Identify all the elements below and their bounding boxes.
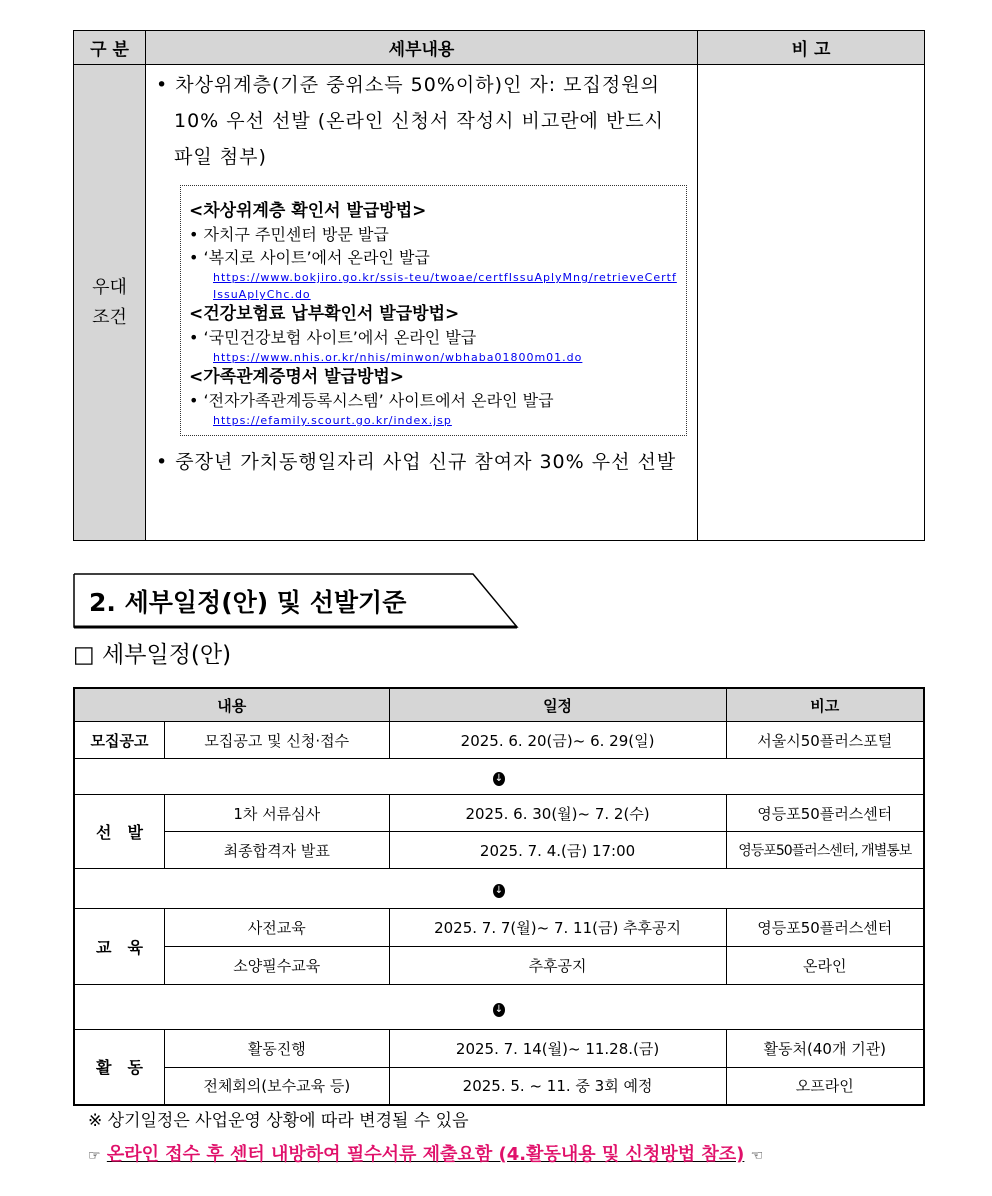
table-row bbox=[74, 722, 924, 759]
eligibility-table bbox=[73, 30, 925, 541]
box-item: ‘복지로 사이트’에서 온라인 발급 bbox=[203, 248, 430, 267]
header-category: 구 분 bbox=[74, 31, 146, 65]
cell: 모집공고 및 신청·접수 bbox=[165, 722, 390, 759]
cell: 2025. 7. 7(월)~ 7. 11(금) 추후공지 bbox=[389, 909, 726, 947]
header-content: 내용 bbox=[74, 688, 389, 722]
row-label-text: 우대 조건 bbox=[92, 276, 127, 328]
schedule-note: ※ 상기일정은 사업운영 상황에 따라 변경될 수 있음 bbox=[88, 1111, 469, 1131]
cell: 전체회의(보수교육 등) bbox=[165, 1068, 390, 1105]
table-row bbox=[74, 947, 924, 985]
cell: 서울시50플러스포털 bbox=[726, 722, 924, 759]
cell: 영등포50플러스센터, 개별통보 bbox=[726, 832, 924, 869]
section-title: 2. 세부일정(안) 및 선발기준 bbox=[89, 588, 407, 617]
pointing-right-hand-icon: ☞ bbox=[88, 1148, 101, 1164]
cell: 오프라인 bbox=[726, 1068, 924, 1105]
cell: 활동진행 bbox=[165, 1030, 390, 1068]
table-row bbox=[74, 832, 924, 869]
cell: 사전교육 bbox=[165, 909, 390, 947]
box-item: ‘국민건강보험 사이트’에서 온라인 발급 bbox=[203, 328, 477, 347]
row-label-preference bbox=[74, 65, 146, 541]
down-arrow-icon: ↓ bbox=[74, 759, 924, 795]
schedule-table bbox=[73, 687, 925, 1106]
header-details: 세부내용 bbox=[146, 31, 698, 65]
bokjiro-link[interactable]: https://www.bokjiro.go.kr/ssis-teu/twoae/certfIssuAplyMng/retrieveCertfIssuAplyChc.do bbox=[213, 271, 677, 301]
box-heading: <가족관계증명서 발급방법> bbox=[189, 367, 405, 387]
callout-text: 온라인 접수 후 센터 내방하여 필수서류 제출요함 (4.활동내용 및 신청방법 참조) bbox=[106, 1144, 745, 1165]
table-row bbox=[74, 1030, 924, 1068]
header-schedule: 일정 bbox=[389, 688, 726, 722]
cell: 2025. 7. 4.(금) 17:00 bbox=[389, 832, 726, 869]
down-arrow-icon: ↓ bbox=[74, 869, 924, 909]
cell: 소양필수교육 bbox=[165, 947, 390, 985]
table-row bbox=[74, 795, 924, 832]
issuance-methods-box: <차상위계층 확인서 발급방법> • 자치구 주민센터 방문 발급 • ‘복지로 사이트’에서 온라인 발급 https://www.bokjiro.go.kr/ssis-teu/twoae/certfIssuAplyMng/retrieveCertfIssuAplyChc.do <건강보험료 납부확인서 발급방법> • ‘국민건강보험 사이트’에서 온라인 발급 https://www.nhis.or.kr/nhis/minwon/wbhaba01800m01.do <가족관계증명서 발급방법> • ‘전자가족관계등록시스템’ 사이트에서 온라인 발급 https://efamily.scourt.go.kr/index.jsp bbox=[180, 185, 687, 436]
box-item: 자치구 주민센터 방문 발급 bbox=[203, 225, 389, 244]
cell: 2025. 6. 20(금)~ 6. 29(일) bbox=[389, 722, 726, 759]
bullet-low-income: • 차상위계층(기준 중위소득 50%이하)인 자: 모집정원의 10% 우선 선발 (온라인 신청서 작성시 비고란에 반드시 파일 첨부) bbox=[156, 74, 665, 168]
callout bbox=[88, 1140, 763, 1166]
bullet-text: 차상위계층(기준 중위소득 50%이하)인 자: 모집정원의 10% 우선 선발 (온라인 신청서 작성시 비고란에 반드시 파일 첨부) bbox=[174, 74, 665, 168]
subheading: □ 세부일정(안) bbox=[73, 642, 232, 668]
cell: 2025. 5. ~ 11. 중 3회 예정 bbox=[389, 1068, 726, 1105]
header-remarks: 비고 bbox=[726, 688, 924, 722]
cell: 추후공지 bbox=[389, 947, 726, 985]
cell: 영등포50플러스센터 bbox=[726, 795, 924, 832]
table-row bbox=[74, 909, 924, 947]
cell: 최종합격자 발표 bbox=[165, 832, 390, 869]
group-label: 선 발 bbox=[74, 795, 165, 869]
table-row bbox=[74, 1068, 924, 1105]
box-heading: <건강보험료 납부확인서 발급방법> bbox=[189, 304, 460, 324]
efamily-link[interactable]: https://efamily.scourt.go.kr/index.jsp bbox=[213, 414, 452, 427]
group-label: 모집공고 bbox=[74, 722, 165, 759]
cell: 1차 서류심사 bbox=[165, 795, 390, 832]
down-arrow-icon: ↓ bbox=[74, 985, 924, 1030]
cell: 활동처(40개 기관) bbox=[726, 1030, 924, 1068]
box-heading: <차상위계층 확인서 발급방법> bbox=[189, 201, 427, 221]
cell: 2025. 7. 14(월)~ 11.28.(금) bbox=[389, 1030, 726, 1068]
cell: 2025. 6. 30(월)~ 7. 2(수) bbox=[389, 795, 726, 832]
section-title-box bbox=[73, 573, 517, 627]
group-label: 활 동 bbox=[74, 1030, 165, 1105]
remarks-cell bbox=[698, 65, 925, 541]
pointing-left-hand-icon: ☜ bbox=[750, 1148, 764, 1164]
group-label: 교 육 bbox=[74, 909, 165, 985]
cell: 온라인 bbox=[726, 947, 924, 985]
bullet-new-participants: • 중장년 가치동행일자리 사업 신규 참여자 30% 우선 선발 bbox=[156, 451, 677, 473]
nhis-link[interactable]: https://www.nhis.or.kr/nhis/minwon/wbhaba01800m01.do bbox=[213, 351, 583, 364]
header-remarks: 비 고 bbox=[698, 31, 925, 65]
box-item: ‘전자가족관계등록시스템’ 사이트에서 온라인 발급 bbox=[203, 391, 554, 410]
bullet-text: 중장년 가치동행일자리 사업 신규 참여자 30% 우선 선발 bbox=[175, 451, 677, 473]
cell: 영등포50플러스센터 bbox=[726, 909, 924, 947]
